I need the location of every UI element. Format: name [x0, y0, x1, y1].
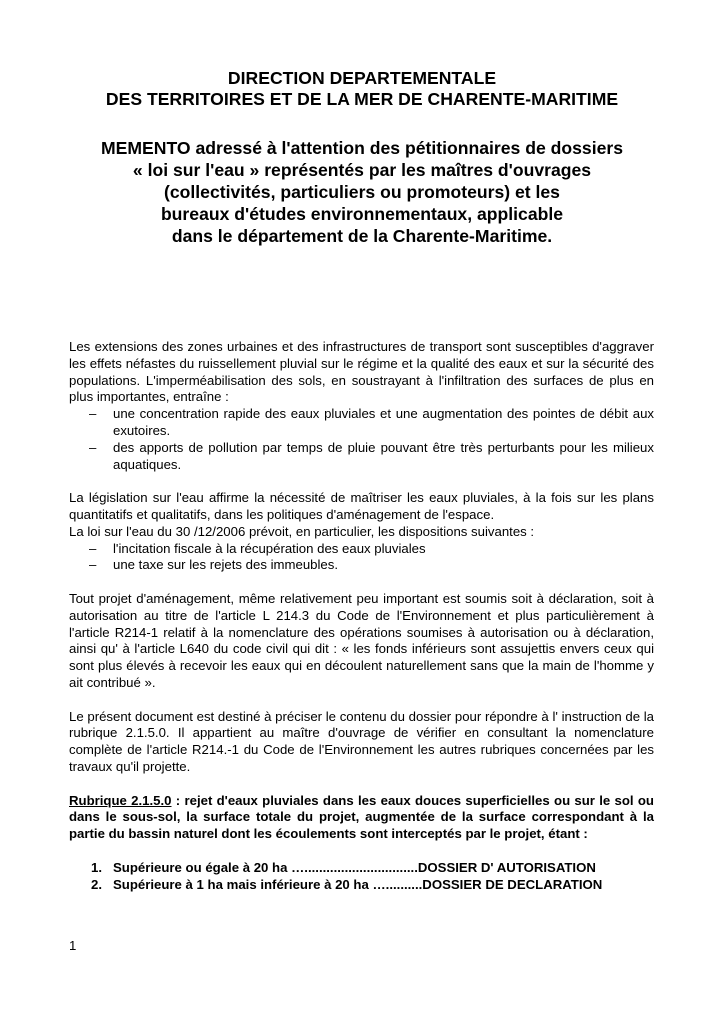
memento-line: dans le département de la Charente-Maritime. — [171, 226, 553, 246]
legislation-bullet-list — [69, 541, 654, 575]
page-number: 1 — [69, 938, 77, 953]
rubrique-label: Rubrique 2.1.5.0 — [69, 792, 172, 808]
memento-line: « loi sur l'eau » représentés par les maîtres d'ouvrages — [132, 160, 592, 180]
list-item-text: une concentration rapide des eaux pluviales et une augmentation des pointes de débit aux exutoires. — [113, 406, 654, 438]
memento-line: bureaux d'études environnementaux, applicable — [160, 204, 564, 224]
legislation-paragraph: La législation sur l'eau affirme la nécessité de maîtriser les eaux pluviales, à la fois sur les plans quantitatifs et qualitatifs, dans les politiques d'aménagement de l'espace. — [69, 490, 654, 522]
item-number: 1. — [91, 859, 102, 875]
list-item — [89, 557, 654, 574]
memento-line: (collectivités, particuliers ou promoteurs) et les — [164, 182, 560, 202]
rubrique-threshold-list — [69, 860, 654, 894]
list-item-text: l'incitation fiscale à la récupération des eaux pluviales — [113, 540, 426, 556]
dash-marker: – — [89, 406, 97, 422]
header-line-1: DIRECTION DEPARTEMENTALE — [227, 68, 497, 88]
list-item-text: des apports de pollution par temps de pluie pouvant être très perturbants pour les milieux aquatiques. — [113, 439, 654, 472]
dash-marker: – — [89, 439, 97, 455]
list-item — [89, 439, 654, 474]
present-paragraph: Le présent document est destiné à préciser le contenu du dossier pour répondre à l' instruction de la rubrique 2.1.5.0. Il appartient au maître d'ouvrage de vérifier en consultant la nomenclature complète de l'article R214.-1 du Code de l'Environnement les autres rubriques concernées par les travaux qu'il projette. — [69, 708, 654, 774]
document-header — [40, 68, 684, 110]
memento-title — [40, 137, 684, 247]
list-item-text: Supérieure à 1 ha mais inférieure à 20 ha …..........DOSSIER DE DECLARATION — [113, 876, 603, 892]
projet-paragraph: Tout projet d'aménagement, même relativement peu important est soumis soit à déclaration, soit à autorisation au titre de l'article L 214.3 du Code de l'Environnement et plus particulièrement à l'article R214-1 relatif à la nomenclature des opérations soumises à autorisation ou à déclaration, ainsi qu' à l'article L640 du code civil qui dit : « les fonds inférieurs sont assujettis envers ceux qui sont plus élevés à recevoir les eaux qui en découlent naturellement sans que la main de l'homme y ait contribué ». — [69, 590, 654, 690]
intro-bullet-list — [69, 406, 654, 473]
document-body — [69, 339, 654, 893]
list-item — [91, 876, 654, 894]
dash-marker: – — [89, 557, 97, 573]
list-item — [91, 859, 654, 877]
header-line-2: DES TERRITOIRES ET DE LA MER DE CHARENTE-MARITIME — [105, 89, 619, 109]
memento-line: MEMENTO adressé à l'attention des pétitionnaires de dossiers — [100, 138, 624, 158]
list-item — [89, 540, 654, 558]
list-item — [89, 406, 654, 440]
list-item-text: Supérieure ou égale à 20 ha …...............................DOSSIER D' AUTORISATION — [113, 859, 596, 875]
dash-marker: – — [89, 540, 97, 556]
legislation-law-paragraph: La loi sur l'eau du 30 /12/2006 prévoit, en particulier, les dispositions suivantes : — [69, 523, 535, 539]
rubrique-paragraph — [69, 793, 654, 843]
intro-paragraph: Les extensions des zones urbaines et des infrastructures de transport sont susceptibles d'aggraver les effets néfastes du ruissellement pluvial sur le régime et la qualité des eaux et sur la sécurité des populations. L'imperméabilisation des sols, en soustrayant à l'infiltration des surfaces de plus en plus importantes, entraîne : — [69, 339, 654, 405]
rubrique-text: : rejet d'eaux pluviales dans les eaux douces superficielles ou sur le sol ou dans le sous-sol, la surface totale du projet, augmentée de la surface correspondant à la partie du bassin naturel dont les écoulements sont interceptés par le projet, étant : — [69, 792, 654, 842]
list-item-text: une taxe sur les rejets des immeubles. — [113, 557, 339, 573]
item-number: 2. — [91, 876, 102, 892]
